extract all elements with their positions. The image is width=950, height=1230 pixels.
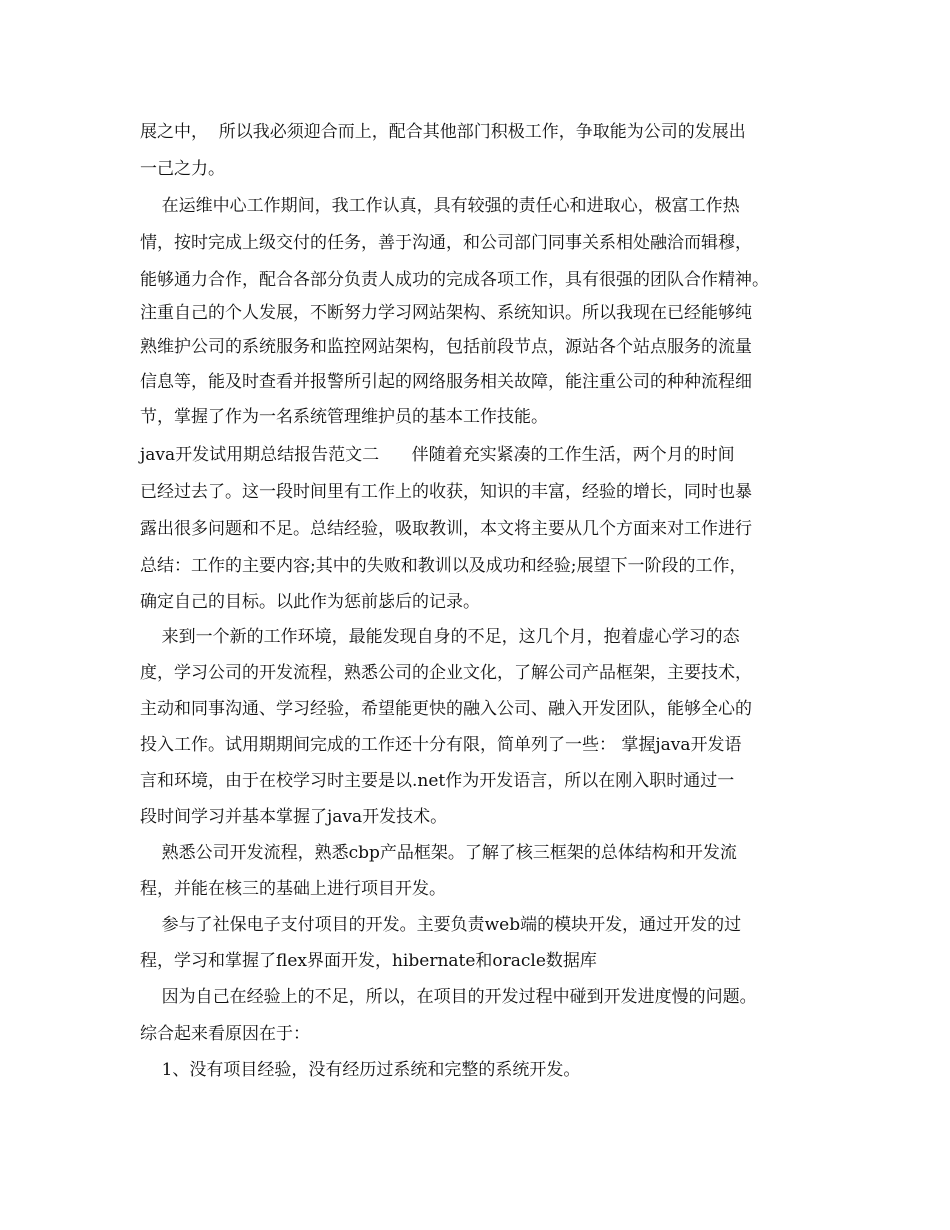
text-line: 主动和同事沟通、学习经验，希望能更快的融入公司、融入开发团队，能够全心的: [140, 699, 752, 719]
text-line: 言和环境，由于在校学习时主要是以.net作为开发语言，所以在刚入职时通过一: [140, 771, 735, 791]
text-line: 来到一个新的工作环境，最能发现自身的不足，这几个月，抱着虚心学习的态: [140, 627, 740, 647]
text-line: 确定自己的目标。以此作为惩前毖后的记录。: [140, 592, 480, 612]
text-line: 注重自己的个人发展，不断努力学习网站架构、系统知识。所以我现在已经能够纯: [140, 303, 752, 323]
text-line: 因为自己在经验上的不足，所以，在项目的开发过程中碰到开发进度慢的问题。: [140, 987, 757, 1007]
text-line: 在运维中心工作期间，我工作认真，具有较强的责任心和进取心，极富工作热: [140, 196, 740, 216]
text-line: 露出很多问题和不足。总结经验，吸取教训，本文将主要从几个方面来对工作进行: [140, 519, 752, 539]
text-line: 总结：工作的主要内容;其中的失败和教训以及成功和经验;展望下一阶段的工作，: [140, 556, 747, 576]
text-line: 综合起来看原因在于：: [140, 1024, 310, 1044]
text-line: 熟维护公司的系统服务和监控网站架构，包括前段节点，源站各个站点服务的流量: [140, 337, 752, 357]
text-line: java开发试用期总结报告范文二 伴随着充实紧凑的工作生活，两个月的时间: [140, 445, 735, 465]
text-line: 程，学习和掌握了flex界面开发，hibernate和oracle数据库: [140, 951, 597, 971]
text-line: 投入工作。试用期期间完成的工作还十分有限，简单列了一些： 掌握java开发语: [140, 735, 742, 755]
text-line: 熟悉公司开发流程，熟悉cbp产品框架。了解了核三框架的总体结构和开发流: [140, 843, 737, 863]
text-line: 情，按时完成上级交付的任务，善于沟通，和公司部门同事关系相处融洽而辑穆，: [140, 233, 752, 253]
text-line: 信息等，能及时查看并报警所引起的网络服务相关故障，能注重公司的种种流程细: [140, 372, 752, 392]
text-line: 节，掌握了作为一名系统管理维护员的基本工作技能。: [140, 407, 548, 427]
text-line: 能够通力合作，配合各部分负责人成功的完成各项工作，具有很强的团队合作精神。: [140, 270, 769, 290]
text-line: 参与了社保电子支付项目的开发。主要负责web端的模块开发，通过开发的过: [140, 915, 742, 935]
text-line: 度，学习公司的开发流程，熟悉公司的企业文化，了解公司产品框架，主要技术，: [140, 663, 752, 683]
text-line: 1、没有项目经验，没有经历过系统和完整的系统开发。: [140, 1060, 581, 1080]
text-line: 段时间学习并基本掌握了java开发技术。: [140, 807, 448, 827]
text-line: 程，并能在核三的基础上进行项目开发。: [140, 879, 446, 899]
text-line: 一己之力。: [140, 159, 225, 179]
text-line: 已经过去了。这一段时间里有工作上的收获，知识的丰富，经验的增长，同时也暴: [140, 482, 752, 502]
text-line: 展之中， 所以我必须迎合而上，配合其他部门积极工作，争取能为公司的发展出: [140, 122, 746, 142]
